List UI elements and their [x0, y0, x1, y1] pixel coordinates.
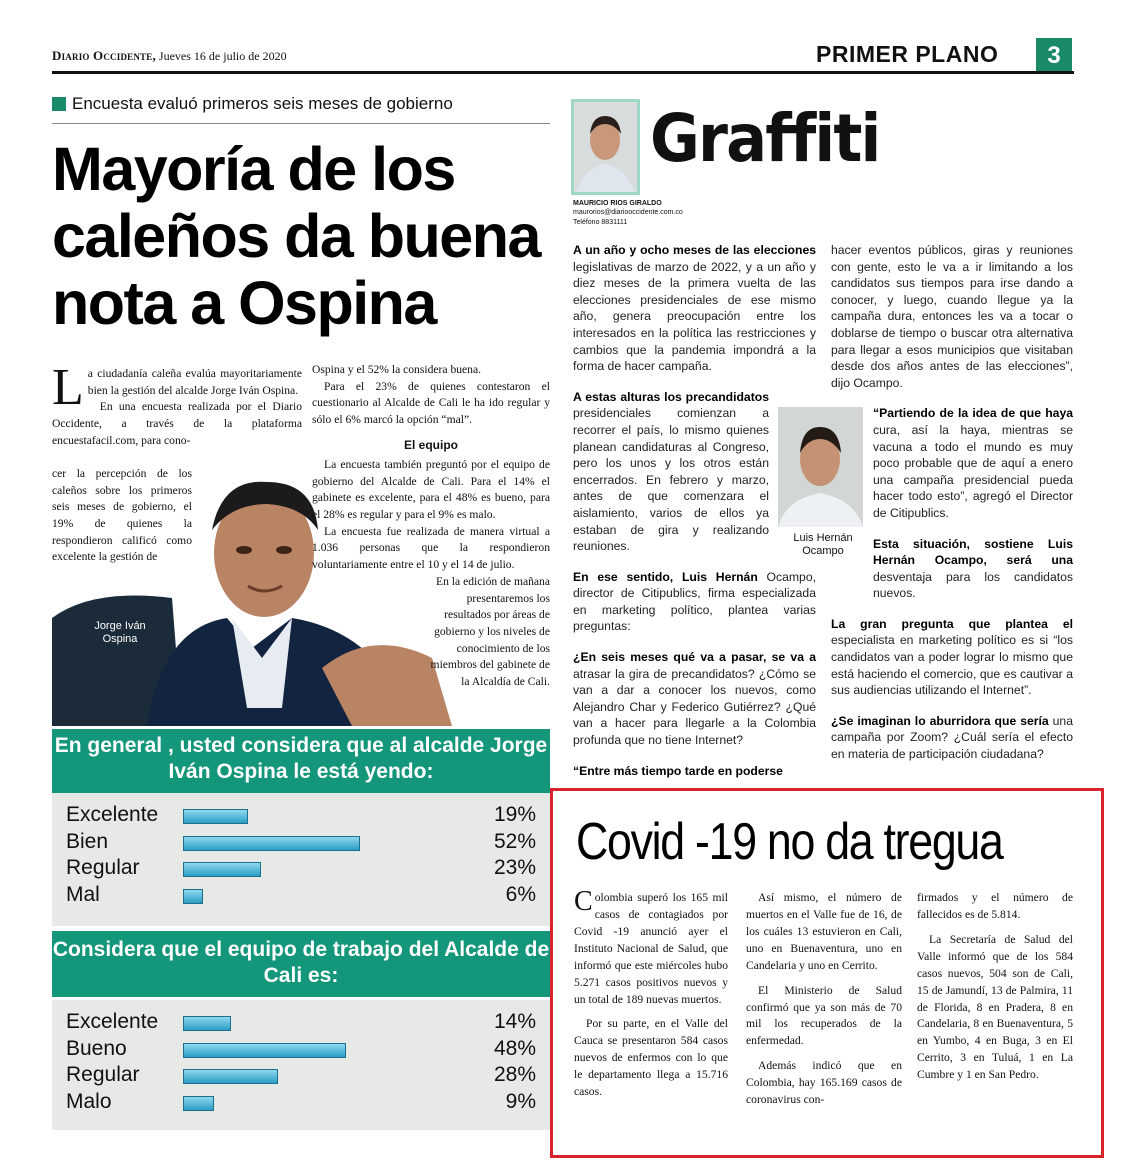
- poll-1-label: Regular: [66, 856, 140, 879]
- covid-paragraph-1: Colombia superó los 165 mil casos de contagiados por Covid -19 anunció ayer el Instituto Nacional de Salud, que informó que este miércoles hubo 5.271 casos positivos nuevos y un total de 189 nuevas muertos.: [574, 886, 728, 1006]
- graffiti-paragraph-1: A un año y ocho meses de las elecciones legislativas de marzo de 2022, y a un año y diez meses de la primera vuelta de las elecciones presidenciales de ese mismo año, genera preocupación entre los interesados en la política las restricciones y cambios que la pandemia impondrá a la forma de hacer campaña.: [573, 243, 816, 374]
- poll-1-row: [66, 830, 536, 856]
- graffiti-paragraph-4: ¿En seis meses qué va a pasar, se va a atrasar la gira de precandidatos? ¿Cómo se van a dar a conocer los nuevos, como Alejandro Char y Federico Gutiérrez? ¿Qué van a hacer para llegarle a la Colombia profunda que no tiene Internet?: [573, 650, 816, 748]
- covid-column-1: [574, 886, 728, 1109]
- story-paragraph-6: La encuesta fue realizada de manera virtual a 1.036 personas que la respondieron voluntariamente entre el 10 y el 14 de julio.: [312, 524, 550, 572]
- poll-1-results: [52, 793, 550, 926]
- header-rule: [52, 71, 1074, 74]
- columnist-name: MAURICIO RIOS GIRALDO: [573, 200, 662, 207]
- ospina-photo-caption: Jorge Iván Ospina: [94, 620, 146, 646]
- kicker-square-icon: [52, 97, 66, 111]
- poll-2-label: Regular: [66, 1063, 140, 1086]
- poll-2-question: Considera que el equipo de trabajo del Alcalde de Cali es:: [52, 931, 550, 997]
- section-name: PRIMER PLANO: [816, 41, 999, 67]
- poll-2-bar: [183, 1016, 231, 1031]
- story-subhead: El equipo: [404, 437, 458, 452]
- covid-paragraph-4: El Ministerio de Salud confirmó que ya son más de 70 mil los recuperados de la enfermedad.: [746, 983, 902, 1048]
- poll-1-row: [66, 856, 536, 882]
- poll-2-bar: [183, 1096, 214, 1111]
- covid-column-3: [917, 890, 1073, 1092]
- graffiti-paragraph-6: hacer eventos públicos, giras y reuniones con gente, esto le va a ir limitando a los candidatos sus tiempos para irse dando a conocer, y luego, cuando llegue ya la campaña dura, entonces les va a tocar o doblarse de tiempo o buscar otra alternativa para llegar a esos municipios que visitaban desde dos años antes de las elecciones”, dijo Ocampo.: [831, 243, 1073, 390]
- graffiti-paragraph-8: Esta situación, sostiene Luis Hernán Ocampo, será una desventaja para los candidatos nuevos.: [873, 536, 1073, 601]
- poll-1-percentage: 19%: [493, 803, 536, 826]
- poll-1-percentage: 52%: [493, 830, 536, 853]
- poll-1-bar: [183, 889, 203, 904]
- poll-2-label: Malo: [66, 1090, 112, 1113]
- columnist-phone: Teléfono 8831111: [573, 219, 628, 226]
- story-column-1: [52, 359, 302, 449]
- covid-paragraph-2: Por su parte, en el Valle del Cauca se presentaron 584 casos nuevos de enfermos con lo que le departamento llega a 15.716 casos.: [574, 1017, 728, 1099]
- graffiti-paragraph-3: En ese sentido, Luis Hernán Ocampo, director de Citipublics, firma especializada en marketing político, plantea varias preguntas:: [573, 569, 817, 634]
- poll-1-row: [66, 803, 536, 829]
- story-paragraph-7: En la edición de mañana presentaremos los resultados por áreas de gobierno y los niveles de conocimiento de los miembros del gabinete de la Alcaldía de Cali.: [430, 574, 550, 688]
- kicker-text: Encuesta evaluó primeros seis meses de gobierno: [72, 94, 453, 113]
- story-paragraph-5: La encuesta también preguntó por el equipo de gobierno del Alcalde de Cali. Para el 14% el gabinete es excelente, para el 48% es bueno, para el 28% es regular y para el 9% es malo.: [312, 458, 550, 522]
- poll-2-percentage: 14%: [493, 1010, 536, 1033]
- story-paragraph-4: Para el 23% de quienes contestaron el cuestionario al Alcalde de Cali le ha ido regular y sólo el 6% marcó la opción “mal”.: [312, 379, 550, 427]
- story-dropcap: L: [52, 359, 84, 416]
- headline: Mayoría de los caleños da buena nota a Ospina: [52, 135, 540, 338]
- columnist-email: maurorios@diariooccidente.com.co: [573, 209, 683, 216]
- issue-date: Jueves 16 de julio de 2020: [158, 49, 287, 63]
- covid-title: Covid -19 no da tregua: [576, 813, 1003, 871]
- poll-1-label: Mal: [66, 883, 100, 906]
- story-paragraph-3: Ospina y el 52% la considera buena.: [312, 363, 482, 376]
- poll-1-bar: [183, 836, 360, 851]
- story-column-1-narrow: cer la percepción de los caleños sobre los primeros seis meses de gobierno, el 19% de quienes la respondieron calificó como excelente la gestión de: [52, 467, 192, 564]
- columnist-photo: [571, 99, 640, 195]
- poll-2-percentage: 9%: [505, 1090, 536, 1113]
- poll-1-row: [66, 883, 536, 909]
- kicker-rule: [52, 123, 550, 124]
- masthead: [52, 48, 287, 64]
- poll-2-row: [66, 1063, 536, 1089]
- poll-1-bar: [183, 862, 261, 877]
- graffiti-column-2: [831, 242, 1073, 777]
- poll-2-results: [52, 1000, 550, 1130]
- paper-name: Diario Occidente,: [52, 48, 156, 63]
- story-paragraph-1: a ciudadanía caleña evalúa mayoritariamente bien la gestión del alcalde Jorge Iván Ospina.: [87, 367, 302, 397]
- covid-paragraph-7: La Secretaría de Salud del Valle informó que de los 584 casos nuevos, 504 son de Cali, 15 de Jamundí, 13 de Palmira, 11 de Florida, 8 en Pradera, 8 en Candelaria, 8 en Buenaventura, 5 en Yumbo, 4 en Buga, 3 en El Cerrito, 3 en Tuluá, 1 en La Cumbre y 1 en San Pedro.: [917, 932, 1073, 1082]
- poll-2-percentage: 28%: [493, 1063, 536, 1086]
- page-number: 3: [1036, 38, 1072, 74]
- story-paragraph-2-start: En una encuesta realizada por el Diario Occidente, a través de la plataforma encuestafacil.com, para cono-: [52, 400, 302, 447]
- covid-paragraph-3: Así mismo, el número de muertos en el Valle fue de 16, de los cuáles 13 estuvieron en Cali, uno en Buenaventura, uno en Candelaria y uno en Cerrito.: [746, 891, 902, 972]
- graffiti-paragraph-5: “Entre más tiempo tarde en poderse: [573, 763, 783, 778]
- graffiti-title: Graffiti: [650, 100, 880, 177]
- poll-1-bar: [183, 809, 248, 824]
- poll-2-label: Excelente: [66, 1010, 159, 1033]
- poll-2-row: [66, 1037, 536, 1063]
- poll-2-bar: [183, 1043, 346, 1058]
- poll-1-question: En general , usted considera que al alcalde Jorge Iván Ospina le está yendo:: [52, 729, 550, 793]
- poll-1-label: Bien: [66, 830, 109, 853]
- graffiti-paragraph-2: A estas alturas los precandidatos presidenciales comienzan a recorrer el país, lo mismo quienes planean candidaturas al Congreso, pero los unos y los otros están encerrados. En febrero y marzo, antes de que comenzara el aislamiento, varios de ellos ya estaban de gira y realizando reuniones.: [573, 389, 769, 554]
- poll-1-percentage: 23%: [493, 856, 536, 879]
- kicker: [52, 94, 453, 114]
- covid-column-2: [746, 890, 902, 1117]
- poll-2-bar: [183, 1069, 278, 1084]
- luis-ocampo-caption: Luis Hernán Ocampo: [793, 532, 853, 557]
- covid-paragraph-5: Además indicó que en Colombia, hay 165.169 casos de coronavirus con-: [746, 1059, 902, 1107]
- story-column-2: [312, 362, 550, 691]
- graffiti-paragraph-10: ¿Se imaginan lo aburridora que sería una campaña por Zoom? ¿Cuál sería el efecto en materia de participación ciudadana?: [831, 713, 1073, 762]
- poll-2-row: [66, 1090, 536, 1116]
- graffiti-paragraph-9: La gran pregunta que plantea el especialista en marketing político es si “los candidatos van a poder lograr lo mismo que está haciendo el comercio, que es cautivar a sus audiencias utilizando el Internet”.: [831, 616, 1073, 698]
- poll-2-label: Bueno: [66, 1037, 127, 1060]
- poll-2-row: [66, 1010, 536, 1036]
- poll-1-label: Excelente: [66, 803, 159, 826]
- graffiti-paragraph-7: “Partiendo de la idea de que haya cura, así la haya, mientras se vacuna a todo el mundo es muy poco probable que de aquí a enero una campaña presidencial pueda hacer todo esto”, agregó el Director de Citipublics.: [873, 406, 1073, 520]
- poll-2-percentage: 48%: [493, 1037, 536, 1060]
- covid-paragraph-6: firmados y el número de fallecidos es de 5.814.: [917, 891, 1073, 921]
- poll-1-percentage: 6%: [505, 883, 536, 906]
